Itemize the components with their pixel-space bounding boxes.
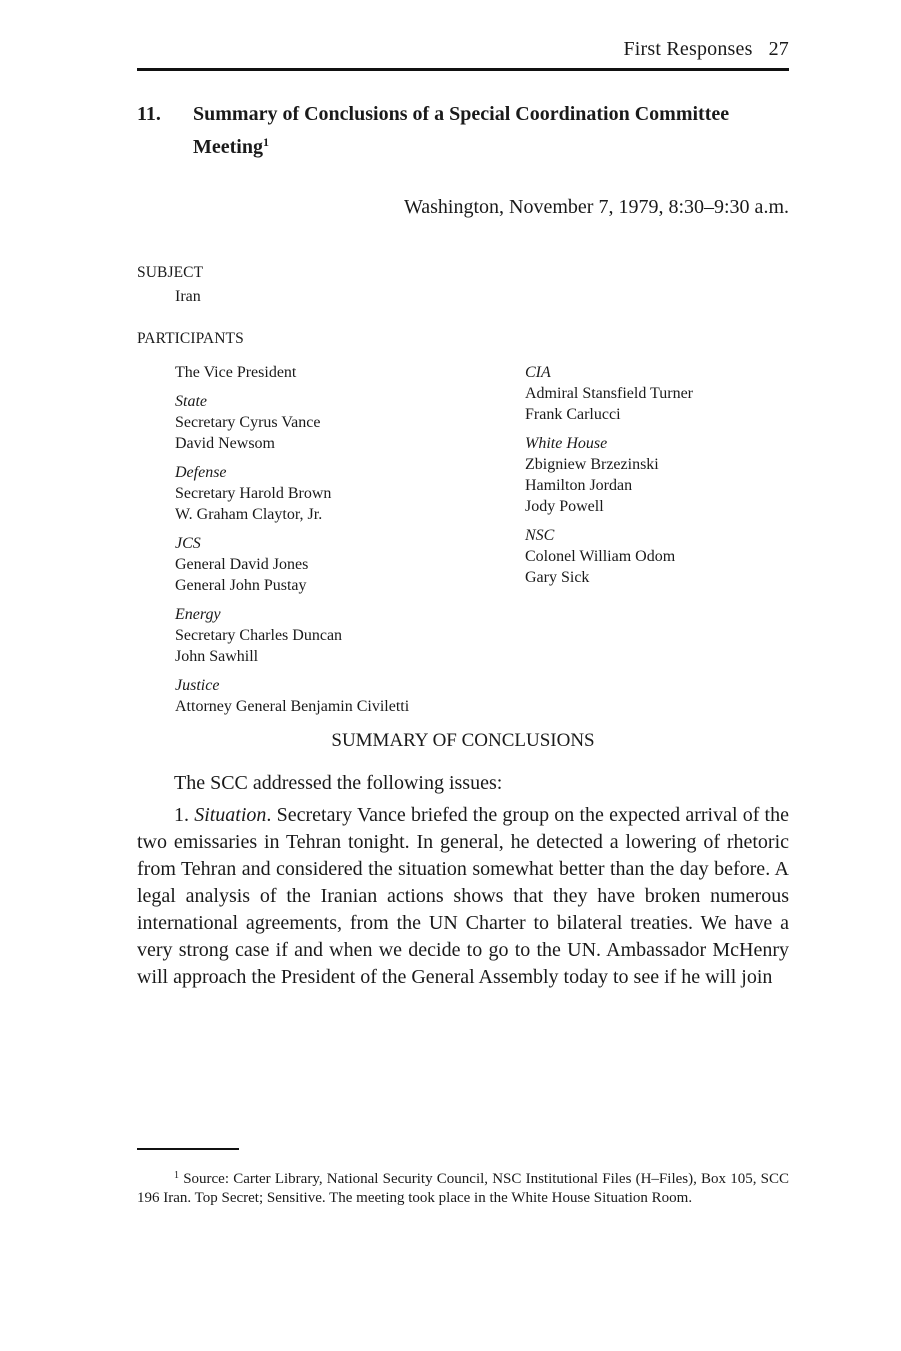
agency-label: State [175, 393, 207, 410]
participant: General David Jones [175, 556, 309, 573]
agency-label: CIA [525, 364, 551, 381]
agency-label: White House [525, 435, 608, 452]
running-head-title: First Responses [623, 38, 753, 60]
participant-group-justice [175, 675, 495, 717]
running-head [137, 38, 789, 61]
summary-intro: The SCC addressed the following issues: [174, 772, 503, 794]
participant: General John Pustay [175, 577, 307, 594]
item-label: Situation [194, 804, 267, 826]
participant-group-jcs [175, 533, 495, 596]
participant: Zbigniew Brzezinski [525, 456, 659, 473]
page-number: 27 [768, 38, 789, 60]
footnote [137, 1166, 789, 1208]
agency-label: Defense [175, 464, 227, 481]
participant: Colonel William Odom [525, 548, 676, 565]
agency-label: Justice [175, 677, 220, 694]
participant: Admiral Stansfield Turner [525, 385, 693, 402]
participant: Attorney General Benjamin Civiletti [175, 698, 410, 715]
participant: Gary Sick [525, 569, 590, 586]
participant: David Newsom [175, 435, 275, 452]
participant: The Vice President [175, 364, 297, 381]
participant: W. Graham Claytor, Jr. [175, 506, 323, 523]
agency-label: JCS [175, 535, 201, 552]
document-title-text: Summary of Conclusions of a Special Coordination Committee Meeting [193, 103, 730, 158]
subject-value: Iran [175, 288, 201, 305]
participant: Secretary Cyrus Vance [175, 414, 321, 431]
document-number: 11. [137, 103, 161, 125]
participant-group-white-house [525, 433, 795, 517]
participant-group-vice-president [175, 362, 495, 383]
subject-label: SUBJECT [137, 264, 204, 281]
participants-left-column [175, 362, 495, 725]
summary-item-1: 1. Situation. Secretary Vance briefed the group on the expected arrival of the two emissaries in Tehran tonight. In general, he detected a lowering of rhetoric from Tehran and considered the situation somewhat better than the day before. A legal analysis of the Iranian actions shows that they have broken numerous international agreements, from the UN Charter to bilateral treaties. We have a very strong case if and when we decide to go to the UN. Ambassador McHenry will approach the President of the General Assembly today to see if he will join [137, 804, 789, 988]
footnote-marker: 1 [174, 1170, 179, 1181]
participant-group-defense [175, 462, 495, 525]
participant-group-state [175, 391, 495, 454]
item-number: 1. [174, 804, 189, 826]
footnote-reference[interactable]: 1 [262, 135, 269, 149]
participant: Jody Powell [525, 498, 604, 515]
item-text: Secretary Vance briefed the group on the expected arrival of the two emissaries in Tehran tonight. In general, he detected a lowering of rhetoric from Tehran and considered the situation somewhat better than the day before. A legal analysis of the Iranian actions shows that they have broken numerous international agreements, from the UN Charter to bilateral treaties. We have a very strong case if and when we decide to go to the UN. Ambassador McHenry will approach the President of the General Assembly today to see if he will join [137, 804, 789, 988]
participant: Frank Carlucci [525, 406, 621, 423]
footnote-rule [137, 1148, 239, 1150]
participant: Secretary Charles Duncan [175, 627, 343, 644]
participant: John Sawhill [175, 648, 259, 665]
participant: Secretary Harold Brown [175, 485, 332, 502]
agency-label: NSC [525, 527, 555, 544]
header-rule [137, 68, 789, 71]
participants-label: PARTICIPANTS [137, 330, 244, 347]
participant: Hamilton Jordan [525, 477, 633, 494]
agency-label: Energy [175, 606, 221, 623]
participant-group-energy [175, 604, 495, 667]
summary-heading: SUMMARY OF CONCLUSIONS [331, 730, 595, 751]
participant-group-nsc [525, 525, 795, 588]
participants-right-column [525, 362, 795, 596]
dateline: Washington, November 7, 1979, 8:30–9:30 a.m. [403, 196, 789, 218]
footnote-text: Source: Carter Library, National Security Council, NSC Institutional Files (H–Files), Box 105, SCC 196 Iran. Top Secret; Sensitive. The meeting took place in the White House Situation Room. [137, 1171, 790, 1206]
participant-group-cia [525, 362, 795, 425]
